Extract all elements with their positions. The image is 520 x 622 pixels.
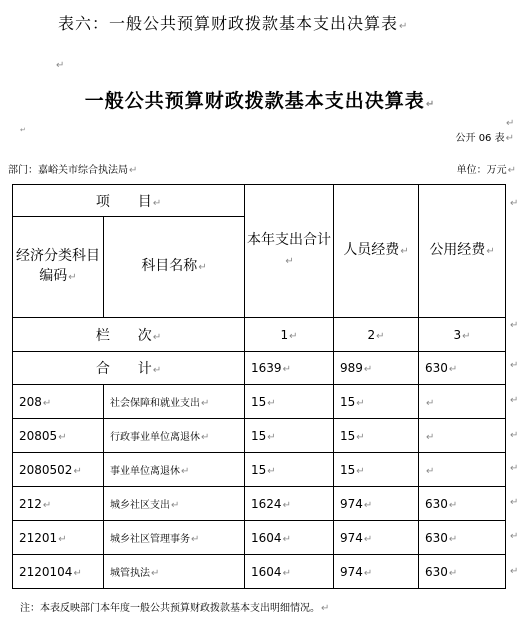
- sum-personnel: 989↵: [334, 352, 419, 385]
- page-title: 一般公共预算财政拨款基本支出决算表↵: [84, 90, 436, 112]
- row-code: 208↵: [13, 385, 104, 419]
- paragraph-mark: ↵: [282, 533, 291, 545]
- paragraph-mark: ↵: [399, 21, 409, 32]
- paragraph-mark: ↵: [448, 499, 458, 511]
- paragraph-mark: ↵: [267, 431, 276, 443]
- row-public: [419, 419, 506, 453]
- paragraph-mark: ↵: [267, 397, 276, 409]
- sum-label: 合 计↵: [13, 352, 245, 385]
- department-label: 部门：嘉峪关市综合执法局↵: [8, 165, 138, 176]
- row-total: 15↵: [245, 453, 334, 487]
- table-row: [13, 555, 506, 589]
- lanci-num: 1↵: [245, 318, 334, 352]
- paragraph-mark: ↵: [426, 431, 435, 443]
- paragraph-mark: ↵: [426, 465, 435, 477]
- paragraph-mark: ↵: [191, 534, 200, 545]
- paragraph-mark: ↵: [510, 320, 519, 331]
- paragraph-mark: ↵: [462, 330, 471, 342]
- lanci-num: 2↵: [334, 318, 419, 352]
- header-personnel: 人员经费↵: [334, 185, 419, 318]
- row-total: 15↵: [245, 419, 334, 453]
- doc-code: 公开 06 表↵: [455, 133, 514, 144]
- paragraph-mark: ↵: [510, 198, 519, 209]
- row-code: 2120104↵: [13, 555, 104, 589]
- paragraph-mark: ↵: [486, 246, 495, 257]
- paragraph-mark: ↵: [289, 330, 298, 342]
- paragraph-mark: ↵: [510, 566, 519, 577]
- row-public: 630↵: [419, 487, 506, 521]
- paragraph-mark: ↵: [42, 499, 52, 511]
- paragraph-mark: ↵: [505, 133, 514, 144]
- paragraph-mark: ↵: [171, 500, 180, 511]
- row-public: [419, 453, 506, 487]
- paragraph-mark: ↵: [201, 398, 210, 409]
- paragraph-mark: ↵: [56, 60, 65, 71]
- paragraph-mark: ↵: [282, 364, 291, 375]
- row-name: 城管执法↵: [104, 555, 245, 589]
- paragraph-mark: ↵: [356, 465, 365, 477]
- footnote: 注：本表反映部门本年度一般公共预算财政拨款基本支出明细情况。↵: [20, 603, 330, 614]
- row-total: 15↵: [245, 385, 334, 419]
- expenditure-table: [12, 184, 505, 589]
- paragraph-mark: ↵: [201, 432, 210, 443]
- sum-total: 1639↵: [245, 352, 334, 385]
- paragraph-mark: ↵: [152, 197, 162, 209]
- paragraph-mark: ↵: [42, 397, 52, 409]
- paragraph-mark: ↵: [356, 431, 365, 443]
- row-total: 1604↵: [245, 555, 334, 589]
- row-public: 630↵: [419, 521, 506, 555]
- paragraph-mark: ↵: [510, 430, 519, 441]
- paragraph-mark: ↵: [282, 499, 291, 511]
- paragraph-mark: ↵: [510, 497, 519, 508]
- row-code: 20805↵: [13, 419, 104, 453]
- paragraph-mark: ↵: [448, 533, 458, 545]
- header-code: 经济分类科目编码↵: [13, 217, 104, 318]
- paragraph-mark: ↵: [129, 165, 138, 176]
- paragraph-mark: ↵: [510, 531, 519, 542]
- row-personnel: 974↵: [334, 555, 419, 589]
- paragraph-mark: ↵: [363, 533, 373, 545]
- paragraph-mark: ↵: [151, 568, 160, 579]
- row-public: [419, 385, 506, 419]
- lanci-num: 3↵: [419, 318, 506, 352]
- paragraph-mark: ↵: [426, 397, 435, 409]
- lanci-label: 栏 次↵: [13, 318, 245, 352]
- table-row: [13, 385, 506, 419]
- paragraph-mark: ↵: [152, 331, 162, 343]
- header-name: 科目名称↵: [104, 217, 245, 318]
- row-personnel: 15↵: [334, 453, 419, 487]
- paragraph-mark: ↵: [506, 118, 515, 129]
- paragraph-mark: ↵: [425, 99, 436, 110]
- row-personnel: 15↵: [334, 419, 419, 453]
- row-personnel: 15↵: [334, 385, 419, 419]
- paragraph-mark: ↵: [198, 262, 207, 273]
- paragraph-mark: ↵: [510, 395, 519, 406]
- row-code: 21201↵: [13, 521, 104, 555]
- row-name: 城乡社区管理事务↵: [104, 521, 245, 555]
- row-name: 社会保障和就业支出↵: [104, 385, 245, 419]
- paragraph-mark: ↵: [58, 533, 67, 545]
- paragraph-mark: ↵: [448, 364, 458, 375]
- table-row: [13, 419, 506, 453]
- paragraph-mark: ↵: [68, 272, 77, 283]
- paragraph-mark: ↵: [73, 567, 82, 579]
- paragraph-mark: ↵: [510, 360, 519, 371]
- paragraph-mark: ↵: [510, 463, 519, 474]
- header-project: 项 目↵: [13, 185, 245, 217]
- paragraph-mark: ↵: [448, 567, 458, 579]
- paragraph-mark: ↵: [363, 499, 373, 511]
- paragraph-mark: ↵: [376, 330, 385, 342]
- row-code: 2080502↵: [13, 453, 104, 487]
- paragraph-mark: ↵: [400, 246, 409, 257]
- header-public: 公用经费↵: [419, 185, 506, 318]
- paragraph-mark: ↵: [73, 465, 82, 477]
- row-total: 1624↵: [245, 487, 334, 521]
- paragraph-mark: ↵: [58, 431, 67, 443]
- paragraph-mark: ↵: [285, 256, 294, 267]
- paragraph-mark: ↵: [363, 364, 373, 375]
- table-row: [13, 487, 506, 521]
- table-row: [13, 521, 506, 555]
- row-name: 行政事业单位离退休↵: [104, 419, 245, 453]
- sum-public: 630↵: [419, 352, 506, 385]
- paragraph-mark: ↵: [181, 466, 190, 477]
- paragraph-mark: ↵: [363, 567, 373, 579]
- paragraph-mark: ↵: [507, 165, 516, 176]
- row-name: 城乡社区支出↵: [104, 487, 245, 521]
- paragraph-mark: ↵: [152, 365, 162, 376]
- header-total: 本年支出合计↵: [245, 185, 334, 318]
- document-header: 表六：一般公共预算财政拨款基本支出决算表↵: [58, 14, 409, 33]
- paragraph-mark: ↵: [356, 397, 365, 409]
- row-name: 事业单位离退休↵: [104, 453, 245, 487]
- table-row: [13, 453, 506, 487]
- paragraph-mark: ↵: [321, 603, 330, 614]
- paragraph-mark: ↵: [267, 465, 276, 477]
- paragraph-mark: ↵: [282, 567, 291, 579]
- row-personnel: 974↵: [334, 487, 419, 521]
- row-code: 212↵: [13, 487, 104, 521]
- paragraph-mark: ↵: [20, 126, 26, 134]
- row-personnel: 974↵: [334, 521, 419, 555]
- row-total: 1604↵: [245, 521, 334, 555]
- row-public: 630↵: [419, 555, 506, 589]
- unit-label: 单位：万元↵: [456, 165, 516, 176]
